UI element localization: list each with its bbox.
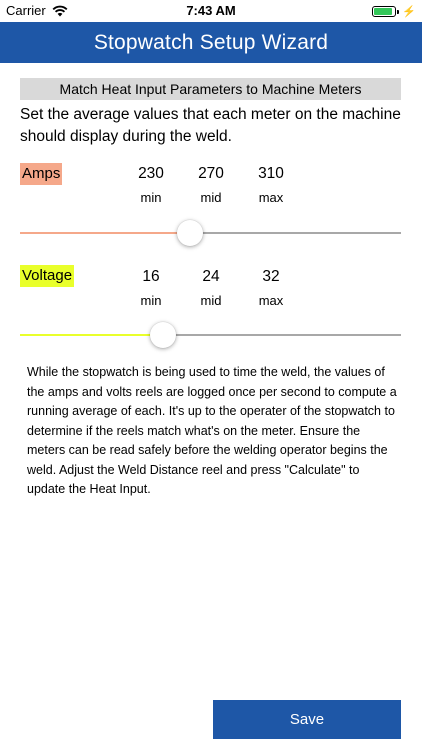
charging-bolt-icon: ⚡ [402, 6, 416, 18]
amps-max-value: 310 [258, 165, 284, 182]
battery-icon [372, 6, 396, 17]
amps-min-label: min [140, 190, 162, 205]
voltage-slider-thumb[interactable] [150, 322, 176, 348]
amps-mid-label: mid [200, 190, 222, 205]
logging-note: While the stopwatch is being used to time the weld, the values of the amps and volts reels are logged once per second to compute a running average of each. It's up to the operater of the stopwatch to determine if the reels match what's on the meter. Ensure the meters can be read safely before the welding operator begins the weld. Adjust the Weld Distance reel and press "Calculate" to update the Heat Input. [27, 365, 397, 496]
voltage-max-value: 32 [262, 268, 280, 285]
voltage-mid-value: 24 [202, 268, 220, 285]
status-bar [0, 0, 422, 22]
amps-slider-thumb[interactable] [177, 220, 203, 246]
amps-slider-track-filled [20, 232, 190, 234]
amps-mid-value: 270 [198, 165, 224, 182]
amps-max-label: max [258, 190, 284, 205]
instructions-text: Set the average values that each meter on the machine should display during the weld. [20, 106, 401, 145]
voltage-slider[interactable] [20, 320, 401, 350]
carrier-label: Carrier [6, 3, 46, 18]
page-title: Stopwatch Setup Wizard [0, 22, 422, 63]
voltage-label: Voltage [20, 265, 74, 287]
battery-indicator [372, 5, 416, 18]
voltage-slider-track-filled [20, 334, 163, 336]
amps-min-value: 230 [138, 165, 164, 182]
amps-slider[interactable] [20, 218, 401, 248]
status-time: 7:43 AM [186, 3, 236, 18]
amps-label: Amps [20, 163, 62, 185]
section-title: Match Heat Input Parameters to Machine Meters [20, 78, 401, 100]
voltage-mid-label: mid [200, 293, 222, 308]
voltage-slider-track-empty [163, 334, 401, 336]
amps-slider-track-empty [190, 232, 401, 234]
voltage-min-value: 16 [142, 268, 160, 285]
voltage-min-label: min [140, 293, 162, 308]
save-button[interactable]: Save [213, 700, 401, 739]
voltage-max-label: max [258, 293, 284, 308]
